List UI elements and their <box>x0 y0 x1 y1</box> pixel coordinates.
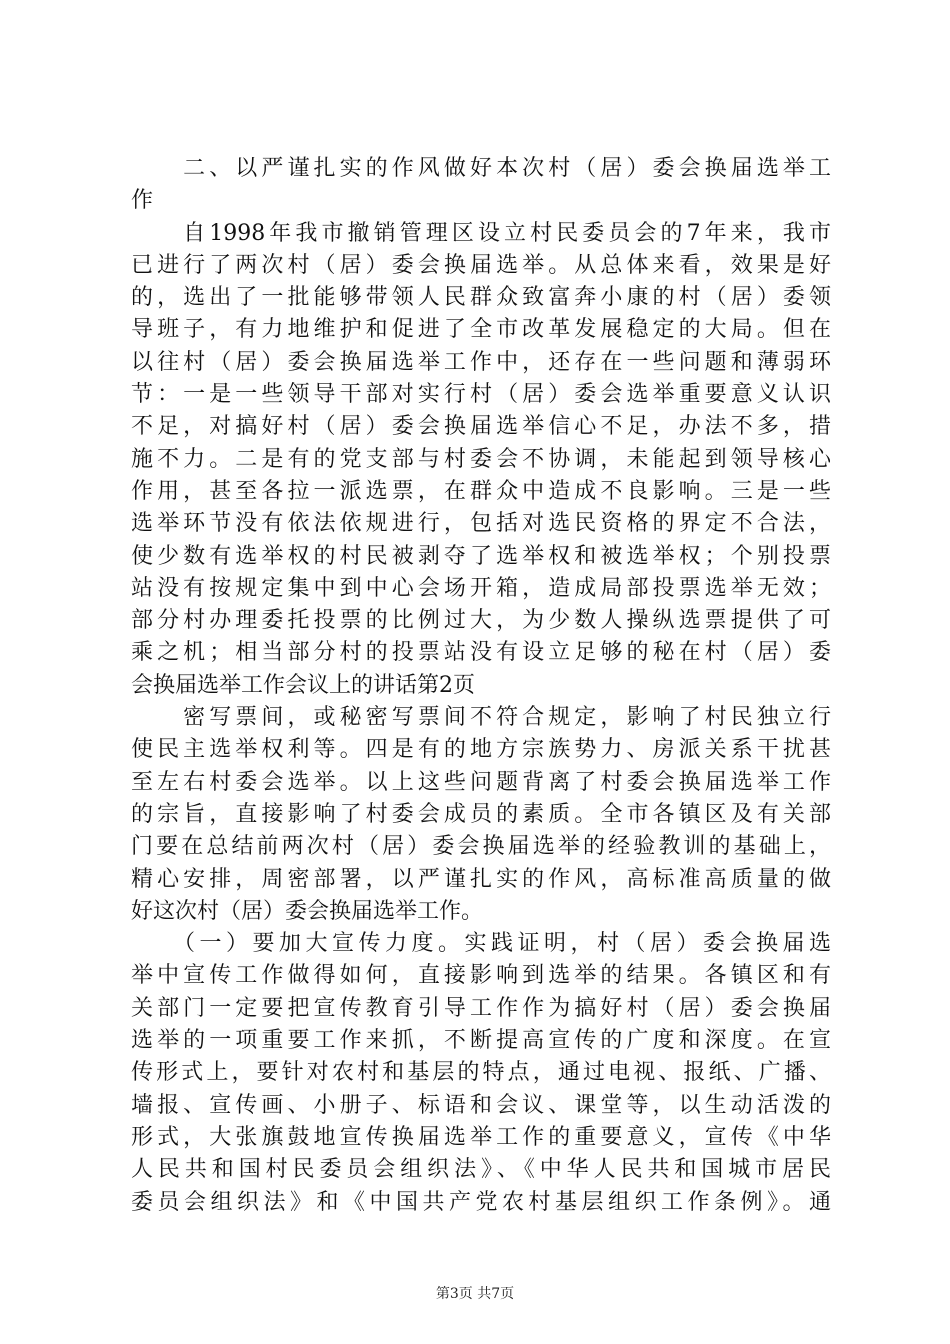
text-line: 人民共和国村民委员会组织法》、《中华人民共和国城市居民 <box>131 1157 831 1183</box>
text-line: 使少数有选举权的村民被剥夺了选举权和被选举权；个别投票 <box>131 543 831 569</box>
text-line: 以往村（居）委会换届选举工作中，还存在一些问题和薄弱环 <box>131 349 831 375</box>
text-line: 会换届选举工作会议上的讲话第2页 <box>131 672 475 698</box>
text-line: 举中宣传工作做得如何，直接影响到选举的结果。各镇区和有 <box>131 963 831 989</box>
text-line: 至左右村委会选举。以上这些问题背离了村委会换届选举工作 <box>131 769 831 795</box>
text-line: 作 <box>131 188 154 214</box>
text-line: 选举的一项重要工作来抓，不断提高宣传的广度和深度。在宣 <box>131 1028 831 1054</box>
text-line: 不足，对搞好村（居）委会换届选举信心不足，办法不多，措 <box>131 414 831 440</box>
text-line: 密写票间，或秘密写票间不符合规定，影响了村民独立行 <box>131 705 831 731</box>
text-line: 二、以严谨扎实的作风做好本次村（居）委会换届选举工 <box>131 156 831 181</box>
text-line: 已进行了两次村（居）委会换届选举。从总体来看，效果是好 <box>131 252 831 278</box>
text-line: 的，选出了一批能够带领人民群众致富奔小康的村（居）委领 <box>131 285 831 311</box>
page-footer: 第3页 共7页 <box>435 1286 515 1302</box>
text-line: 作用，甚至各拉一派选票，在群众中造成不良影响。三是一些 <box>131 478 831 504</box>
text-line: 好这次村（居）委会换届选举工作。 <box>131 898 484 924</box>
document-body <box>131 153 831 1219</box>
text-line: 墙报、宣传画、小册子、标语和会议、课堂等，以生动活泼的 <box>131 1092 831 1118</box>
text-line: 使民主选举权利等。四是有的地方宗族势力、房派关系干扰甚 <box>131 737 831 763</box>
text-line: 导班子，有力地维护和促进了全市改革发展稳定的大局。但在 <box>131 317 831 343</box>
text-line: 施不力。二是有的党支部与村委会不协调，未能起到领导核心 <box>131 446 831 472</box>
text-line: 形式，大张旗鼓地宣传换届选举工作的重要意义，宣传《中华 <box>131 1124 831 1150</box>
text-line: （一）要加大宣传力度。实践证明，村（居）委会换届选 <box>131 931 831 957</box>
text-line: 门要在总结前两次村（居）委会换届选举的经验教训的基础上， <box>131 834 831 860</box>
text-line: 委员会组织法》和《中国共产党农村基层组织工作条例》。通 <box>131 1189 831 1215</box>
text-line: 自1998年我市撤销管理区设立村民委员会的7年来，我市 <box>131 220 831 246</box>
text-line: 选举环节没有依法依规进行，包括对选民资格的界定不合法， <box>131 511 831 537</box>
text-line: 站没有按规定集中到中心会场开箱，造成局部投票选举无效； <box>131 575 831 601</box>
text-line: 精心安排，周密部署，以严谨扎实的作风，高标准高质量的做 <box>131 866 831 892</box>
text-line: 部分村办理委托投票的比例过大，为少数人操纵选票提供了可 <box>131 608 831 634</box>
text-line: 关部门一定要把宣传教育引导工作作为搞好村（居）委会换届 <box>131 995 831 1021</box>
text-line: 节：一是一些领导干部对实行村（居）委会选举重要意义认识 <box>131 382 831 408</box>
text-line: 乘之机；相当部分村的投票站没有设立足够的秘在村（居）委 <box>131 640 831 666</box>
text-line: 传形式上，要针对农村和基层的特点，通过电视、报纸、广播、 <box>131 1060 831 1086</box>
text-line: 的宗旨，直接影响了村委会成员的素质。全市各镇区及有关部 <box>131 801 831 827</box>
